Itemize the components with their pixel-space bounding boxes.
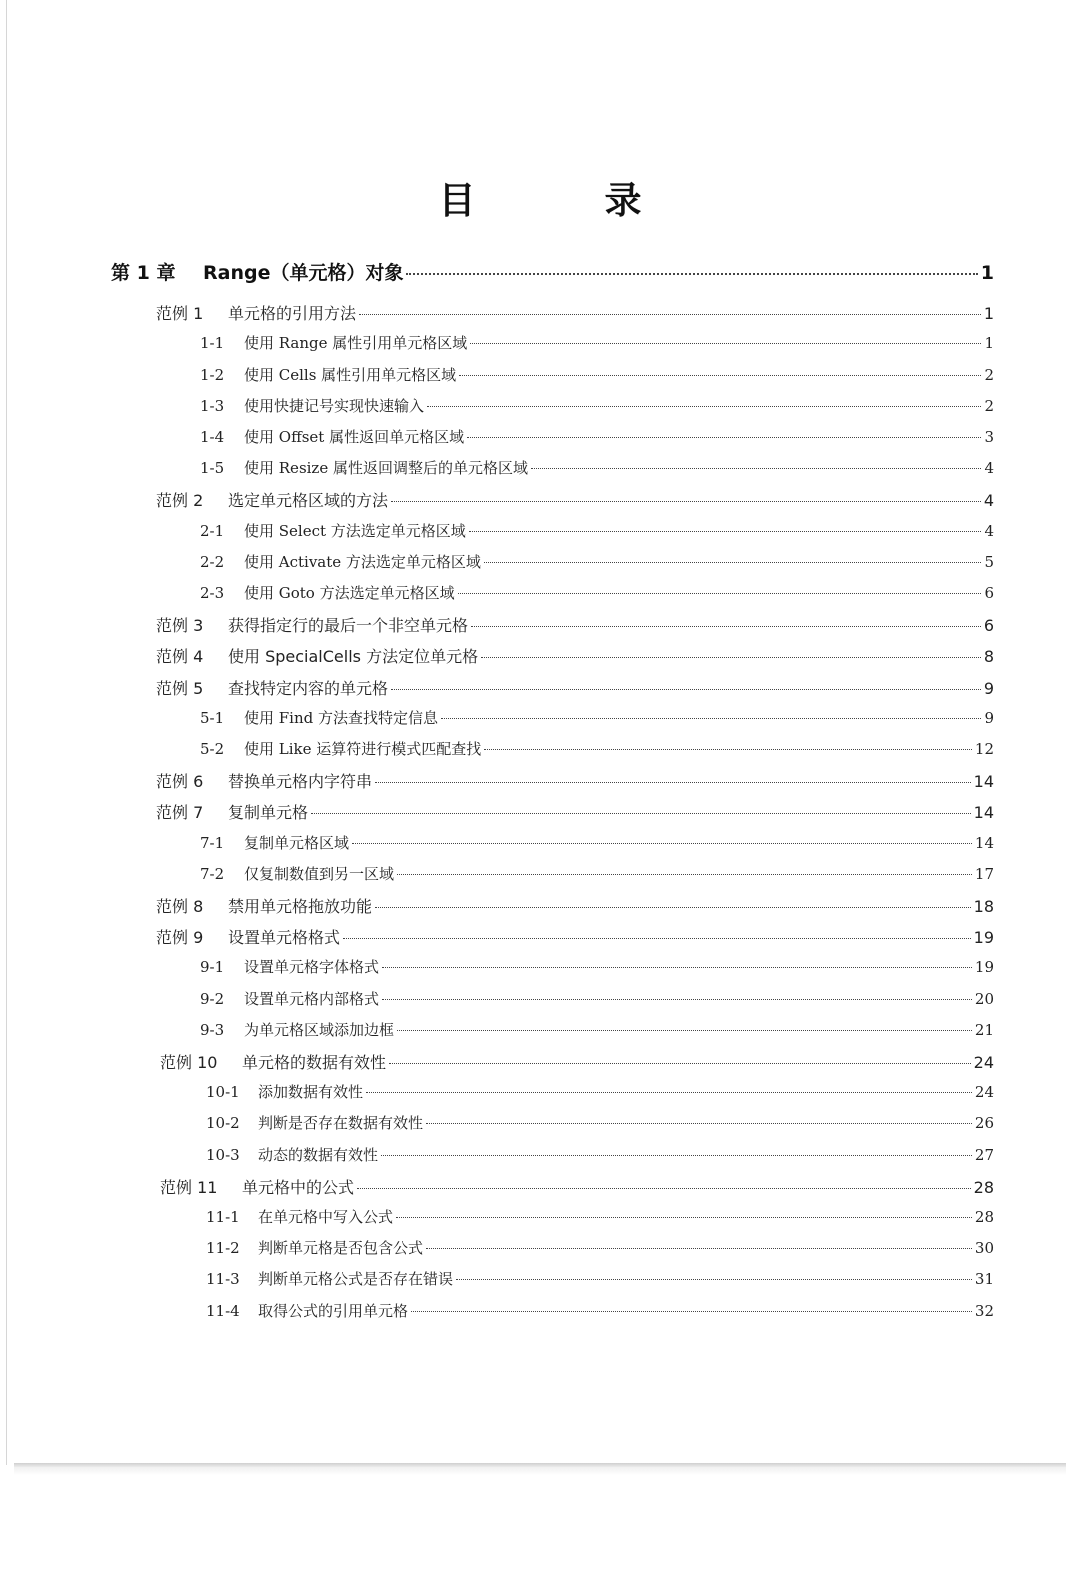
toc-entry-title: 动态的数据有效性 (258, 1145, 379, 1164)
toc-entry-title: 设置单元格格式 (228, 928, 341, 948)
dot-leader (458, 593, 982, 594)
toc-entry-page-number: 21 (974, 1020, 994, 1039)
toc-entry (160, 1050, 994, 1074)
toc-entry-page-number: 3 (984, 428, 994, 446)
toc-entry-number: 7-1 (200, 833, 225, 852)
toc-entry (200, 395, 994, 419)
toc-entry (156, 769, 994, 793)
toc-entry (156, 301, 994, 325)
toc-entry-title: 在单元格中写入公式 (258, 1208, 394, 1226)
dot-leader (427, 406, 981, 407)
toc-entry-page-number: 1 (984, 334, 994, 353)
toc-entry-number: 11-3 (206, 1270, 240, 1289)
toc-entry-title: 复制单元格 (228, 803, 309, 823)
toc-entry-number: 1-4 (200, 428, 225, 446)
toc-entry-page-number: 9 (984, 708, 994, 727)
dot-leader (311, 813, 971, 814)
toc-entry-page-number: 2 (984, 365, 994, 384)
dot-leader (441, 718, 981, 719)
dot-leader (531, 468, 981, 469)
toc-entry-number: 范例 3 (156, 616, 204, 636)
toc-entry (156, 613, 994, 637)
toc-entry-title: 选定单元格区域的方法 (228, 491, 389, 511)
toc-entry-title: 查找特定内容的单元格 (228, 678, 389, 698)
toc-entry-page-number: 26 (974, 1114, 994, 1133)
toc-entry-title: 单元格的引用方法 (228, 304, 357, 324)
toc-entry-page-number: 4 (984, 459, 994, 478)
toc-entry-title: 使用 Find 方法查找特定信息 (244, 708, 439, 727)
dot-leader (382, 967, 972, 968)
toc-entry-title: 使用 Resize 属性返回调整后的单元格区域 (244, 459, 528, 478)
page-title: 目 录 (438, 179, 688, 222)
toc-entry (206, 1112, 994, 1136)
toc-entry (156, 800, 994, 824)
toc-entry (111, 258, 994, 282)
toc-entry-page-number: 9 (983, 678, 994, 698)
toc-entry-title: 设置单元格字体格式 (244, 958, 380, 977)
toc-entry-number: 1-1 (200, 334, 225, 353)
toc-entry-number: 1-3 (200, 396, 225, 415)
toc-entry-title: 使用 SpecialCells 方法定位单元格 (228, 647, 479, 667)
toc-entry-number: 1-2 (200, 365, 225, 384)
toc-entry-page-number: 19 (974, 958, 994, 977)
toc-entry (156, 676, 994, 700)
toc-entry-page-number: 8 (983, 647, 994, 667)
toc-entry-title: 仅复制数值到另一区域 (244, 864, 395, 883)
toc-entry-title: 获得指定行的最后一个非空单元格 (228, 616, 469, 636)
toc-entry-number: 7-2 (200, 864, 225, 883)
toc-entry (156, 488, 994, 512)
toc-entry-page-number: 6 (984, 584, 994, 602)
toc-entry-page-number: 14 (973, 803, 994, 823)
toc-entry (200, 1019, 994, 1043)
toc-entry-page-number: 14 (973, 772, 994, 792)
dot-leader (381, 1155, 972, 1156)
toc-entry-page-number: 28 (973, 1177, 994, 1197)
toc-entry (206, 1206, 994, 1230)
toc-entry-page-number: 17 (974, 864, 994, 883)
toc-entry-title: Range（单元格）对象 (203, 262, 404, 284)
toc-entry-page-number: 1 (983, 304, 994, 324)
toc-entry-number: 10-2 (206, 1114, 240, 1133)
toc-entry-number: 第 1 章 (111, 262, 176, 284)
toc-entry-number: 2-3 (200, 584, 225, 602)
toc-entry-page-number: 5 (984, 552, 994, 571)
toc-entry-title: 使用 Select 方法选定单元格区域 (244, 521, 466, 540)
dot-leader (469, 531, 982, 532)
toc-entry-title: 使用快捷记号实现快速输入 (244, 396, 425, 415)
dot-leader (406, 273, 977, 275)
toc-entry-number: 9-2 (200, 989, 225, 1008)
toc-entry-title: 使用 Like 运算符进行模式匹配查找 (244, 740, 482, 758)
toc-entry (206, 1081, 994, 1105)
toc-entry (200, 364, 994, 388)
dot-leader (426, 1248, 972, 1249)
toc-entry-page-number: 18 (973, 897, 994, 916)
toc-entry-number: 5-1 (200, 708, 225, 727)
toc-entry-number: 范例 5 (156, 678, 204, 698)
dot-leader (389, 1063, 971, 1064)
toc-entry-page-number: 24 (973, 1053, 994, 1072)
toc-entry-number: 范例 10 (160, 1053, 218, 1072)
toc-entry (160, 1175, 994, 1199)
dot-leader (375, 782, 971, 783)
dot-leader (456, 1279, 972, 1280)
dot-leader (391, 501, 981, 502)
toc-entry-title: 设置单元格内部格式 (244, 989, 380, 1008)
toc-entry-title: 判断是否存在数据有效性 (258, 1114, 424, 1133)
toc-entry (200, 332, 994, 356)
toc-entry-title: 替换单元格内字符串 (228, 772, 373, 792)
toc-entry-number: 2-2 (200, 552, 225, 571)
toc-entry-number: 范例 4 (156, 647, 204, 667)
toc-entry-title: 使用 Range 属性引用单元格区域 (244, 334, 468, 353)
toc-entry (200, 863, 994, 887)
dot-leader (357, 1188, 971, 1189)
toc-entry (206, 1300, 994, 1324)
toc-entry (206, 1144, 994, 1168)
toc-entry-number: 11-2 (206, 1239, 240, 1258)
toc-entry-number: 9-3 (200, 1020, 225, 1039)
toc-entry-page-number: 6 (983, 616, 994, 636)
toc-entry-title: 取得公式的引用单元格 (258, 1301, 409, 1320)
dot-leader (352, 843, 972, 844)
toc-entry (206, 1268, 994, 1292)
dot-leader (375, 907, 971, 908)
dot-leader (459, 375, 981, 376)
dot-leader (481, 657, 981, 658)
dot-leader (396, 1217, 972, 1218)
toc-entry (200, 832, 994, 856)
toc-entry-page-number: 30 (974, 1239, 994, 1258)
toc-entry-page-number: 28 (974, 1208, 994, 1226)
toc-entry-title: 为单元格区域添加边框 (244, 1020, 395, 1039)
toc-entry-number: 10-3 (206, 1145, 240, 1164)
toc-entry-number: 10-1 (206, 1083, 240, 1102)
dot-leader (470, 343, 981, 344)
dot-leader (467, 437, 981, 438)
dot-leader (397, 874, 972, 875)
dot-leader (366, 1092, 972, 1093)
toc-entry (200, 956, 994, 980)
dot-leader (484, 749, 972, 750)
toc-entry-title: 使用 Cells 属性引用单元格区域 (244, 365, 457, 384)
toc-entry-title: 添加数据有效性 (258, 1083, 364, 1102)
toc-entry-page-number: 24 (974, 1083, 994, 1102)
dot-leader (359, 314, 981, 315)
toc-entry (156, 644, 994, 668)
toc-entry-title: 单元格中的公式 (242, 1177, 355, 1197)
dot-leader (426, 1123, 972, 1124)
toc-entry-page-number: 12 (974, 740, 994, 758)
toc-entry (200, 707, 994, 731)
toc-entry-title: 使用 Goto 方法选定单元格区域 (244, 584, 455, 602)
toc-entry-number: 范例 8 (156, 897, 204, 916)
toc-entry-page-number: 4 (984, 521, 994, 540)
dot-leader (382, 999, 972, 1000)
toc-entry-number: 1-5 (200, 459, 225, 478)
toc-entry (200, 988, 994, 1012)
toc-entry-number: 范例 7 (156, 803, 204, 823)
toc-entry (200, 426, 994, 450)
toc-entry-page-number: 32 (974, 1301, 994, 1320)
toc-entry-number: 5-2 (200, 740, 225, 758)
toc-entry-number: 9-1 (200, 958, 225, 977)
toc-entry-page-number: 31 (974, 1270, 994, 1289)
toc-entry (200, 457, 994, 481)
toc-entry-page-number: 27 (974, 1145, 994, 1164)
toc-entry (156, 894, 994, 918)
dot-leader (397, 1030, 972, 1031)
dot-leader (471, 626, 981, 627)
dot-leader (411, 1311, 972, 1312)
toc-entry-number: 范例 2 (156, 491, 204, 511)
toc-entry-number: 范例 1 (156, 304, 204, 324)
toc-entry-title: 使用 Activate 方法选定单元格区域 (244, 552, 481, 571)
toc-entry-page-number: 2 (984, 396, 994, 415)
toc-entry-page-number: 14 (974, 833, 994, 852)
toc-entry-title: 复制单元格区域 (244, 833, 350, 852)
toc-entry-title: 判断单元格公式是否存在错误 (258, 1270, 454, 1289)
toc-entry-number: 11-4 (206, 1301, 240, 1320)
toc-entry (200, 520, 994, 544)
toc-entry-number: 范例 6 (156, 772, 204, 792)
toc-entry-title: 单元格的数据有效性 (242, 1053, 387, 1072)
toc-entry-title: 禁用单元格拖放功能 (228, 897, 373, 916)
toc-entry-number: 2-1 (200, 521, 225, 540)
toc-entry (200, 582, 994, 606)
dot-leader (343, 938, 971, 939)
toc-entry-page-number: 1 (980, 262, 994, 284)
dot-leader (391, 689, 981, 690)
toc-entry-title: 使用 Offset 属性返回单元格区域 (244, 428, 465, 446)
toc-entry (156, 925, 994, 949)
page-bottom-shadow (14, 1467, 1066, 1475)
toc-entry-page-number: 20 (974, 989, 994, 1008)
toc-entry-number: 11-1 (206, 1208, 240, 1226)
toc-entry-title: 判断单元格是否包含公式 (258, 1239, 424, 1258)
toc-entry-number: 范例 9 (156, 928, 204, 948)
toc-entry-page-number: 4 (983, 491, 994, 511)
toc-entry-page-number: 19 (973, 928, 994, 948)
toc-entry (200, 738, 994, 762)
toc-entry (200, 551, 994, 575)
toc-entry-number: 范例 11 (160, 1177, 218, 1197)
dot-leader (484, 562, 982, 563)
toc-entry (206, 1237, 994, 1261)
